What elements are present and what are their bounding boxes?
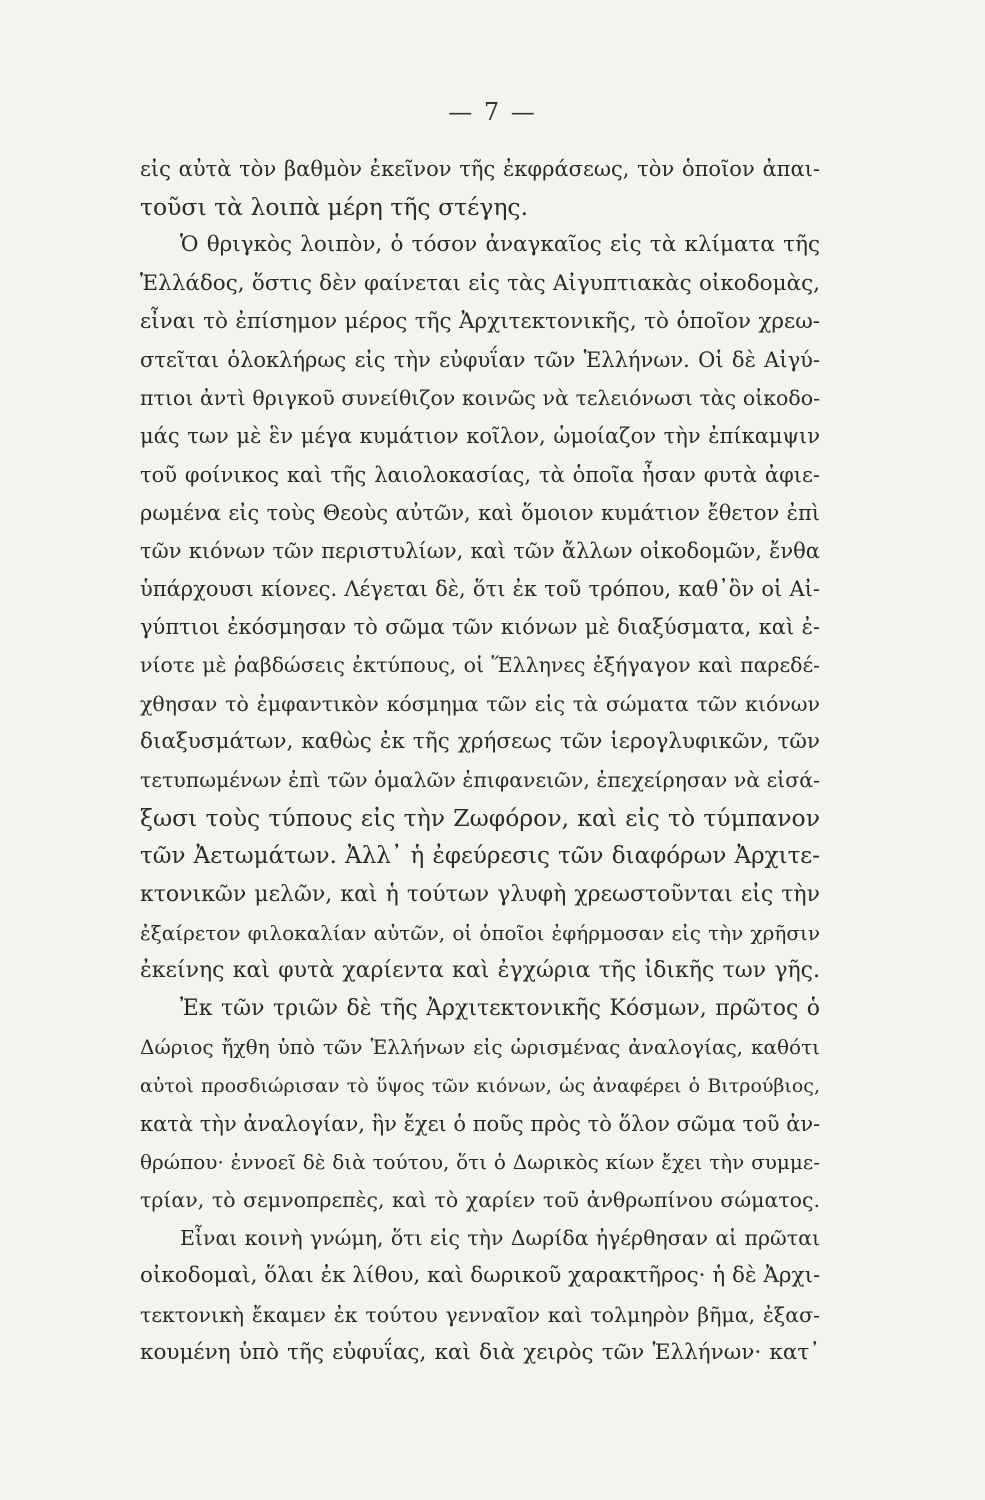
text-line: Εἶναι κοινὴ γνώμη, ὅτι εἰς τὴν Δωρίδα ἠγέρθησαν αἱ πρῶται: [180, 1226, 820, 1251]
text-line: νίοτε μὲ ῥαβδώσεις ἐκτύπους, οἱ Ἕλληνες ἐξήγαγον καὶ παρεδέ-: [140, 653, 820, 678]
text-line: ρωμένα εἰς τοὺς Θεοὺς αὐτῶν, καὶ ὅμοιον κυμάτιον ἔθετον ἐπὶ: [140, 500, 820, 525]
text-line: ἐκείνης καὶ φυτὰ χαρίεντα καὶ ἐγχώρια τῆς ἰδικῆς των γῆς.: [140, 957, 820, 983]
text-line: πτιοι ἀντὶ θριγκοῦ συνείθιζον κοινῶς νὰ τελειόνωσι τὰς οἰκοδο-: [140, 386, 820, 411]
text-line: τετυπωμένων ἐπὶ τῶν ὁμαλῶν ἐπιφανειῶν, ἐπεχείρησαν νὰ εἰσά-: [140, 768, 820, 792]
text-line: αὐτοὶ προσδιώρισαν τὸ ὕψος τῶν κιόνων, ὡς ἀναφέρει ὁ Βιτρούβιος,: [140, 1074, 820, 1097]
text-line: ἐξαίρετον φιλοκαλίαν αὐτῶν, οἱ ὁποῖοι ἐφήρμοσαν εἰς τὴν χρῆσιν: [140, 920, 820, 945]
text-line: θρώπου· ἐννοεῖ δὲ διὰ τούτου, ὅτι ὁ Δωρικὸς κίων ἔχει τὴν συμμε-: [140, 1149, 820, 1174]
text-line: Δώριος ἤχθη ὑπὸ τῶν Ἑλλήνων εἰς ὡρισμένας ἀναλογίας, καθότι: [140, 1035, 820, 1060]
text-line: τρίαν, τὸ σεμνοπρεπὲς, καὶ τὸ χαρίεν τοῦ ἀνθρωπίνου σώματος.: [140, 1188, 820, 1213]
text-line: στεῖται ὁλοκλήρως εἰς τὴν εὐφυΐαν τῶν Ἑλλήνων. Οἱ δὲ Αἰγύ-: [140, 347, 820, 372]
text-line: Ἐκ τῶν τριῶν δὲ τῆς Ἀρχιτεκτονικῆς Κόσμων, πρῶτος ὁ: [180, 996, 820, 1022]
text-line: εἶναι τὸ ἐπίσημον μέρος τῆς Ἀρχιτεκτονικῆς, τὸ ὁποῖον χρεω-: [140, 308, 820, 334]
text-line: ὑπάρχουσι κίονες. Λέγεται δὲ, ὅτι ἐκ τοῦ τρόπου, καθ᾽ὃν οἱ Αἰ-: [140, 577, 820, 602]
text-line: εἰς αὐτὰ τὸν βαθμὸν ἐκεῖνον τῆς ἐκφράσεως, τὸν ὁποῖον ἀπαι-: [140, 157, 820, 181]
text-line: Ἑλλάδος, ὅστις δὲν φαίνεται εἰς τὰς Αἰγυπτιακὰς οἰκοδομὰς,: [140, 270, 820, 296]
text-line: Ὁ θριγκὸς λοιπὸν, ὁ τόσον ἀναγκαῖος εἰς τὰ κλίματα τῆς: [180, 232, 820, 258]
text-line: τοῦ φοίνικος καὶ τῆς λαιολοκασίας, τὰ ὁποῖα ἦσαν φυτὰ ἀφιε-: [140, 462, 820, 487]
body-text: [140, 150, 820, 1372]
text-line: γύπτιοι ἐκόσμησαν τὸ σῶμα τῶν κιόνων μὲ διαξύσματα, καὶ ἐ-: [140, 615, 820, 640]
text-line: οἰκοδομαὶ, ὅλαι ἐκ λίθου, καὶ δωρικοῦ χαρακτῆρος· ἡ δὲ Ἀρχι-: [140, 1263, 820, 1289]
text-line: τοῦσι τὰ λοιπὰ μέρη τῆς στέγης.: [140, 193, 529, 222]
text-line: τεκτονικὴ ἔκαμεν ἐκ τούτου γενναῖον καὶ τολμηρὸν βῆμα, ἐξασ-: [140, 1302, 820, 1327]
text-line: χθησαν τὸ ἐμφαντικὸν κόσμημα τῶν εἰς τὰ σώματα τῶν κιόνων: [140, 691, 820, 716]
text-line: κτονικῶν μελῶν, καὶ ἡ τούτων γλυφὴ χρεωστοῦνται εἰς τὴν: [140, 881, 820, 907]
text-line: τῶν κιόνων τῶν περιστυλίων, καὶ τῶν ἄλλων οἰκοδομῶν, ἔνθα: [140, 538, 820, 563]
text-line: ξωσι τοὺς τύπους εἰς τὴν Ζωφόρον, καὶ εἰς τὸ τύμπανον: [140, 804, 820, 833]
text-line: διαξυσμάτων, καθὼς ἐκ τῆς χρήσεως τῶν ἱερογλυφικῶν, τῶν: [140, 728, 820, 754]
text-line: μάς των μὲ ἓν μέγα κυμάτιον κοῖλον, ὡμοίαζον τὴν ἐπίκαμψιν: [140, 424, 820, 449]
text-line: τῶν Ἀετωμάτων. Ἀλλ᾽ ἡ ἐφεύρεσις τῶν διαφόρων Ἀρχιτε-: [140, 843, 820, 870]
text-line: κουμένη ὑπὸ τῆς εὐφυΐας, καὶ διὰ χειρὸς τῶν Ἑλλήνων· κατ᾽: [140, 1339, 820, 1365]
page-number: — 7 —: [448, 98, 537, 126]
text-line: κατὰ τὴν ἀναλογίαν, ἣν ἔχει ὁ ποῦς πρὸς τὸ ὅλον σῶμα τοῦ ἀν-: [140, 1111, 820, 1136]
